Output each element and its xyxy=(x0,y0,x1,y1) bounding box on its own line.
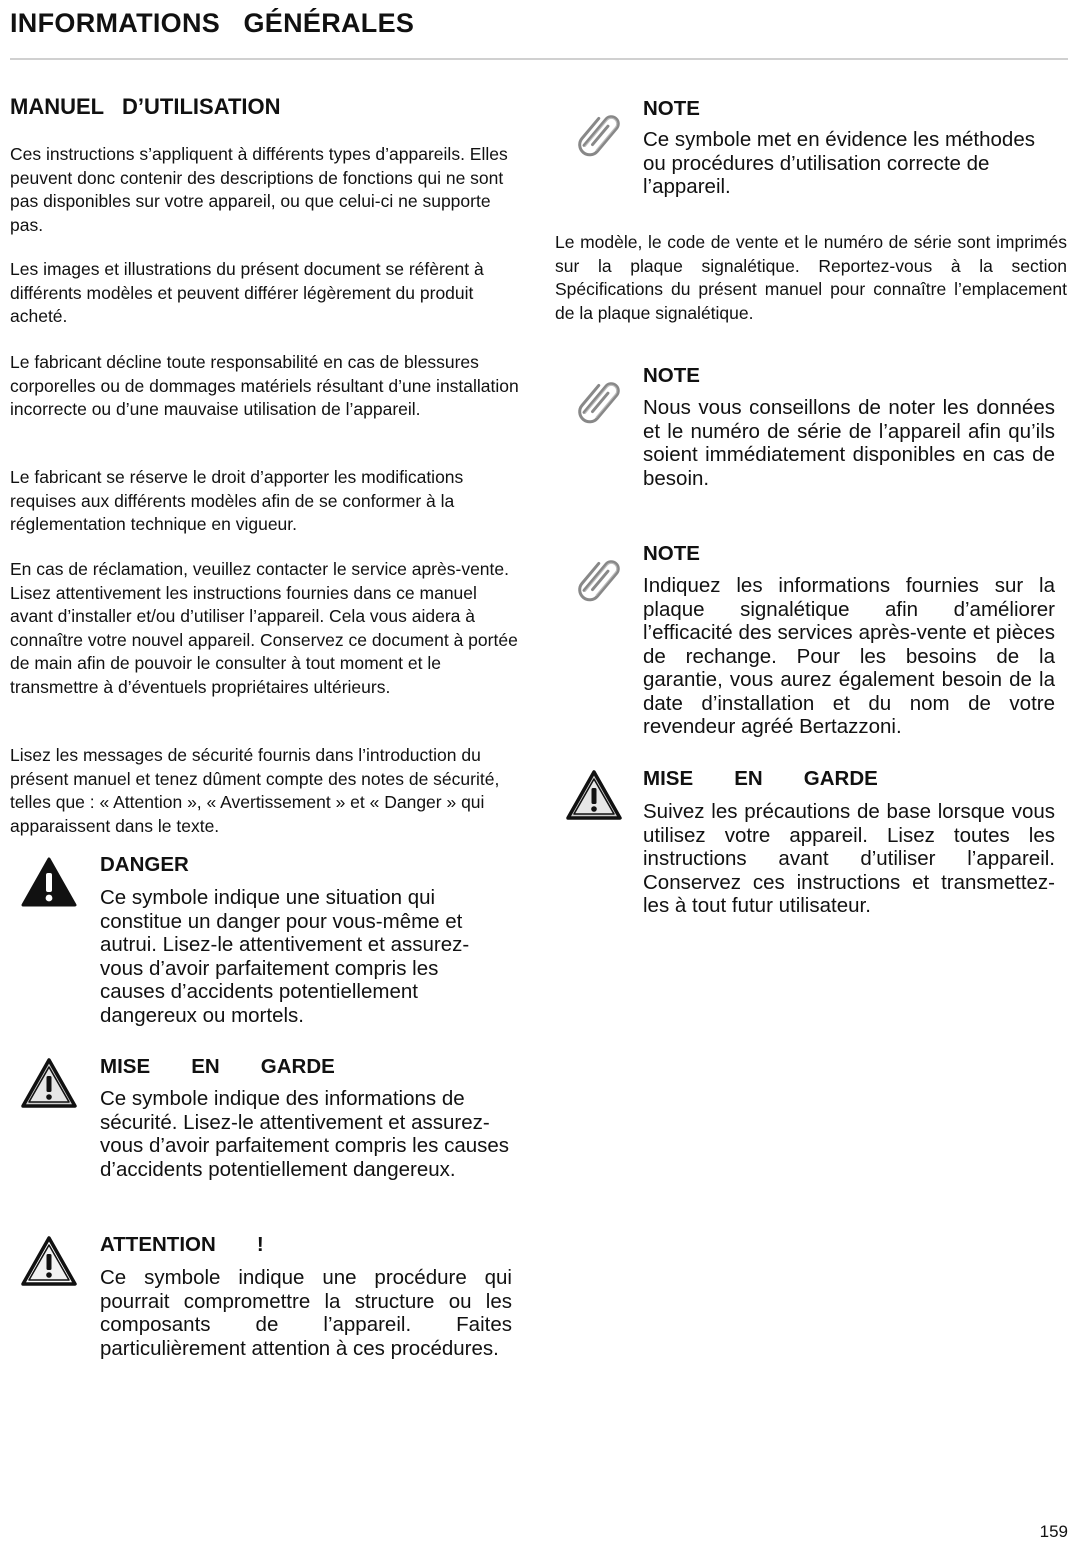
model-info-paragraph: Le modèle, le code de vente et le numéro de série sont imprimés sur la plaque signalétique. Reportez-vous à la section Spécifications du présent manuel pour connaître l’emplacement de la plaque signalétique. xyxy=(555,232,1067,323)
note-1-title: NOTE xyxy=(643,97,700,120)
paperclip-icon xyxy=(577,555,625,612)
paperclip-icon xyxy=(577,377,625,434)
note-2-title: NOTE xyxy=(643,364,700,387)
caution-icon xyxy=(20,1235,78,1292)
note-2 xyxy=(555,361,1067,491)
warning-title: MISE EN GARDE xyxy=(100,1055,335,1078)
caution-body: Ce symbole indique une procédure qui pourrait compromettre la structure ou les composants de l’appareil. Faites particulièrement attention à ces procédures. xyxy=(100,1266,512,1360)
warning-notice-right xyxy=(555,765,1067,925)
warning-icon xyxy=(20,1057,78,1114)
note-3 xyxy=(555,539,1067,749)
paperclip-icon xyxy=(577,110,625,167)
section-title: MANUEL D’UTILISATION xyxy=(10,94,281,119)
note-2-body: Nous vous conseillons de noter les données et le numéro de série de l’appareil afin qu’ils soient immédiatement disponibles en cas de besoin. xyxy=(643,396,1055,490)
header-divider xyxy=(10,58,1068,60)
page-number: 159 xyxy=(1039,1522,1068,1541)
intro-paragraph-3: Le fabricant décline toute responsabilité en cas de blessures corporelles ou de dommages matériels résultant d’une installation incorrecte ou d’une mauvaise utilisation de l’appareil. xyxy=(10,352,519,420)
note-3-body: Indiquez les informations fournies sur la plaque signalétique afin d’améliorer l’efficacité des services après-vente et pièces de rechange. Pour les besoins de la garantie, vous aurez également besoin de la date d’installation et du nom de votre revendeur agréé Bertazzoni. xyxy=(643,574,1055,738)
warning-notice xyxy=(10,1052,522,1212)
danger-icon xyxy=(20,856,78,913)
warning-right-body: Suivez les précautions de base lorsque vous utilisez votre appareil. Lisez toutes les instructions avant d’utiliser l’appareil. Conservez ces instructions et transmettez-les à tout futur utilisateur. xyxy=(643,800,1055,917)
danger-notice xyxy=(10,850,522,1040)
note-3-title: NOTE xyxy=(643,542,700,565)
warning-icon xyxy=(565,769,623,826)
intro-paragraph-1: Ces instructions s’appliquent à différents types d’appareils. Elles peuvent donc contenir des descriptions de fonctions qui ne sont pas disponibles sur votre appareil, ou que celui-ci ne supporte pas. xyxy=(10,144,508,235)
intro-paragraph-6: Lisez les messages de sécurité fournis dans l’introduction du présent manuel et tenez dûment compte des notes de sécurité, telles que : « Attention », « Avertissement » et « Danger » qui apparaissent dans le texte. xyxy=(10,745,500,836)
note-1 xyxy=(555,94,1067,204)
caution-title: ATTENTION ! xyxy=(100,1233,264,1256)
intro-paragraph-5: En cas de réclamation, veuillez contacter le service après-vente. Lisez attentivement les instructions fournies dans ce manuel avant d’installer et/ou d’utiliser l’appareil. Cela vous aidera à connaître votre nouvel appareil. Conservez ce document à portée de main afin de pouvoir le consulter à tout moment et le transmettre à d’éventuels propriétaires ultérieurs. xyxy=(10,559,518,697)
warning-body: Ce symbole indique des informations de sécurité. Lisez-le attentivement et assurez-vous d’avoir parfaitement compris les causes d’accidents potentiellement dangereux. xyxy=(100,1087,510,1181)
page-title: INFORMATIONS GÉNÉRALES xyxy=(10,8,415,38)
intro-paragraph-2: Les images et illustrations du présent document se réfèrent à différents modèles et peuvent différer légèrement du produit acheté. xyxy=(10,259,484,327)
danger-title: DANGER xyxy=(100,853,189,876)
warning-right-title: MISE EN GARDE xyxy=(643,767,878,790)
danger-body: Ce symbole indique une situation qui constitue un danger pour vous-même et autrui. Lisez-le attentivement et assurez-vous d’avoir parfaitement compris les causes d’accidents potentiellement dangereux ou mortels. xyxy=(100,886,470,1027)
intro-paragraph-4: Le fabricant se réserve le droit d’apporter les modifications requises aux différents modèles afin de se conformer à la réglementation technique en vigueur. xyxy=(10,467,464,535)
caution-notice xyxy=(10,1230,522,1390)
note-1-body: Ce symbole met en évidence les méthodes ou procédures d’utilisation correcte de l’appareil. xyxy=(643,128,1035,198)
